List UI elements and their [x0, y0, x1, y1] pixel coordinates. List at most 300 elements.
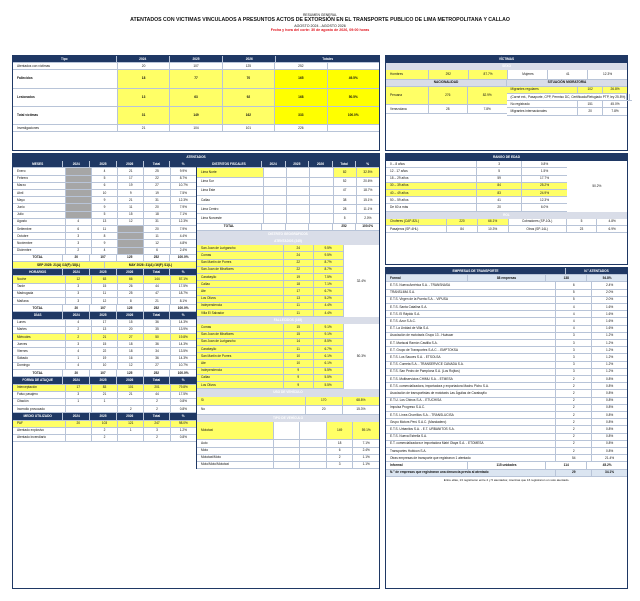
- data-row: [13, 212, 196, 219]
- cell: 1.6%: [592, 304, 627, 311]
- cell: 333: [275, 107, 327, 125]
- vehicle-type-row: [197, 422, 379, 440]
- cell: 13.5%: [171, 348, 196, 355]
- cell: 1.2%: [592, 354, 627, 361]
- cell: 100.0%: [356, 224, 379, 231]
- cell: [66, 406, 92, 413]
- cell: 8.5%: [314, 339, 343, 346]
- cell: 14: [284, 339, 314, 346]
- deaths-by-district-title: FALLECIDOS (165): [197, 317, 379, 324]
- cell: N.° de empresas que registraron una denuncia previa al atentado: [386, 470, 556, 477]
- cell: 5: [334, 214, 357, 223]
- cell: 23: [567, 226, 598, 233]
- data-row: [13, 392, 196, 399]
- district-row: [197, 375, 343, 382]
- cell: 25: [144, 168, 170, 175]
- cell: 9: [284, 375, 314, 382]
- cell: 2024: [117, 56, 170, 63]
- cell: [328, 125, 379, 132]
- cell: 9: [92, 204, 118, 211]
- cell: 20: [144, 226, 170, 233]
- cell: 5.2%: [314, 296, 343, 303]
- age-row: [386, 161, 567, 168]
- company-row: [386, 304, 627, 311]
- cell: 20: [66, 421, 92, 428]
- cell: 2026: [117, 269, 144, 276]
- cell: 7.1%: [314, 281, 343, 288]
- cell: [264, 178, 287, 187]
- cell: 15: [284, 324, 314, 331]
- cell: E.T. Mariscal Ramón Castilla S.A.: [386, 340, 556, 347]
- fiscal-row: [197, 178, 379, 187]
- cell: 31: [144, 197, 170, 204]
- cell: 18: [118, 341, 144, 348]
- companies-panel: [385, 267, 628, 589]
- formal-row: [386, 275, 627, 282]
- district-row: [197, 245, 343, 252]
- cell: Lima Noroeste: [197, 214, 264, 223]
- cell: 5: [556, 297, 592, 304]
- cell: 5.5%: [314, 368, 343, 375]
- cell: 2025: [90, 161, 117, 168]
- cell: 16: [118, 356, 144, 363]
- cell: Informal: [386, 462, 468, 469]
- cell: 47: [144, 291, 170, 298]
- cell: 14.3%: [171, 341, 196, 348]
- district-row: [197, 360, 343, 367]
- cell: 3: [556, 333, 592, 340]
- cell: [287, 187, 310, 196]
- cell: 35: [144, 327, 170, 334]
- cell: Miércoles: [13, 334, 66, 341]
- cell: 18: [144, 212, 170, 219]
- data-row: [13, 291, 196, 298]
- cell: 63: [170, 89, 222, 107]
- cell: 9: [92, 240, 118, 247]
- company-row: [386, 318, 627, 325]
- cell: [66, 212, 92, 219]
- cell: 40 – 49 años: [386, 190, 477, 197]
- cell: Noviembre: [13, 240, 66, 247]
- cell: [300, 448, 327, 455]
- cell: 21: [92, 334, 118, 341]
- cell: %: [170, 413, 196, 420]
- cell: 20: [477, 204, 522, 211]
- cell: 19: [92, 356, 118, 363]
- company-row: [386, 419, 627, 426]
- cell: 103: [92, 421, 118, 428]
- cell: 2024: [63, 413, 90, 420]
- cell: 9.9%: [171, 168, 196, 175]
- cell: 18: [118, 348, 144, 355]
- cell: 30 – 39 años: [386, 183, 477, 190]
- vehicle-use-row: [197, 406, 379, 415]
- data-row: [13, 363, 196, 370]
- cell: 11: [284, 303, 314, 310]
- summary-row: [13, 107, 379, 125]
- cell: 10.7%: [171, 363, 196, 370]
- vehicle-type-row: [197, 440, 379, 447]
- cell: 98.0%: [171, 421, 196, 428]
- section-header: [13, 413, 196, 420]
- company-row: [386, 441, 627, 448]
- cell: 25: [118, 291, 144, 298]
- cell: 22: [284, 267, 314, 274]
- fiscal-row: [197, 205, 379, 214]
- cell: Falso pasajero: [13, 392, 66, 399]
- cell: 18: [118, 70, 170, 88]
- cell: [118, 399, 144, 406]
- district-row: [197, 252, 343, 259]
- cell: [287, 168, 310, 177]
- cell: 21: [118, 392, 144, 399]
- cell: 4: [92, 248, 118, 255]
- vehicle-type-row: [197, 455, 379, 462]
- section-header: [13, 312, 196, 319]
- peak-months-row: [13, 262, 196, 269]
- cell: 12.3%: [171, 219, 196, 226]
- cell: 15.1%: [357, 196, 379, 205]
- company-row: [386, 326, 627, 333]
- cell: 54.8%: [587, 275, 627, 282]
- cell: Mujeres: [508, 70, 548, 79]
- cell: E.T.S. Nueva América S.A. - TRANSNASA: [386, 282, 556, 289]
- cell: 6.0%: [522, 204, 566, 211]
- cell: 82: [334, 168, 357, 177]
- age-row: [386, 176, 567, 183]
- cell: 8.1%: [171, 298, 196, 305]
- company-row: [386, 297, 627, 304]
- cell: 68.8%: [343, 397, 379, 406]
- cell: 3: [144, 428, 170, 435]
- cell: Marzo: [13, 183, 66, 190]
- cell: 18: [284, 281, 314, 288]
- cell: Lima Este: [197, 187, 264, 196]
- cell: Venezolana: [386, 105, 429, 114]
- cell: 19: [118, 183, 144, 190]
- district-row: [197, 296, 343, 303]
- data-row: [13, 327, 196, 334]
- cell: 12: [66, 276, 92, 283]
- cell: 20: [63, 305, 90, 312]
- attacks-by-district-title: ATENTADOS (245): [197, 238, 379, 245]
- cell: 6.9%: [597, 226, 627, 233]
- peak-month-note: MAY 2026: 31(A) /16(F) /11(L): [105, 262, 196, 269]
- cell: Tipo: [13, 56, 117, 63]
- cell: 2: [556, 434, 592, 441]
- cell: 0 – 8 años: [386, 161, 477, 168]
- cell: 18: [327, 440, 354, 447]
- cell: 21: [144, 298, 170, 305]
- cell: [264, 196, 287, 205]
- age-block: [386, 161, 627, 211]
- cell: 100.0%: [170, 370, 196, 377]
- atentados-panel: [12, 153, 380, 589]
- cell: 9.5%: [314, 245, 343, 252]
- cell: 12.3%: [588, 70, 627, 79]
- cell: 2: [92, 428, 118, 435]
- data-row: [13, 334, 196, 341]
- data-row: [13, 233, 196, 240]
- cell: Sábado: [13, 356, 66, 363]
- cell: [274, 440, 301, 447]
- cell: Total: [144, 269, 171, 276]
- cell: 0.8%: [592, 383, 627, 390]
- cell: 18.7%: [171, 291, 196, 298]
- data-row: [13, 348, 196, 355]
- cell: 12: [118, 219, 144, 226]
- cell: [286, 224, 310, 231]
- cell: E.T.S. Virgen de la Puerta S.A. - VIPUSA: [386, 297, 556, 304]
- cell: 1.2%: [592, 369, 627, 376]
- cell: [66, 190, 92, 197]
- data-row: [13, 190, 196, 197]
- cell: 19.8%: [171, 334, 196, 341]
- cell: 36: [144, 356, 170, 363]
- cell: 26.8%: [603, 87, 627, 94]
- cell: 5: [92, 212, 118, 219]
- company-row: [386, 398, 627, 405]
- sexo-title: SEXO: [386, 63, 627, 70]
- cell: 52: [334, 178, 357, 187]
- data-row: [13, 219, 196, 226]
- cell: 12: [92, 298, 118, 305]
- district-row: [197, 310, 343, 317]
- cell: 70: [223, 70, 275, 88]
- cell: 7.9%: [171, 204, 196, 211]
- fiscal-row: [197, 196, 379, 205]
- cell: 170: [306, 397, 343, 406]
- cell: 20: [63, 255, 90, 262]
- cell: 21: [118, 197, 144, 204]
- cell: 2024: [63, 377, 90, 384]
- cell: 15: [92, 284, 118, 291]
- cell: 4.4%: [314, 303, 343, 310]
- data-row: [13, 240, 196, 247]
- cell: [287, 178, 310, 187]
- cell: 125: [117, 370, 144, 377]
- victims-panel: [385, 55, 628, 151]
- cell: [66, 197, 92, 204]
- cell: FORMA DE ATAQUE: [13, 377, 63, 384]
- cell: 0.8%: [592, 434, 627, 441]
- cell: 10.3%: [478, 226, 509, 233]
- cell: E.T. Grupo de Transportes S.A.C. - EMPTOKSA: [386, 347, 556, 354]
- cell: 6: [327, 448, 354, 455]
- cell: 0.8%: [592, 441, 627, 448]
- cell: 2024: [63, 161, 90, 168]
- cell: [66, 435, 92, 442]
- section-header: [13, 161, 196, 168]
- cell: Citación: [13, 399, 66, 406]
- company-row: [386, 448, 627, 455]
- company-row: [386, 347, 627, 354]
- cell: 151: [578, 101, 603, 108]
- cell: 24: [284, 252, 314, 259]
- district-row: [197, 339, 343, 346]
- cell: DÍAS: [13, 312, 63, 319]
- cell: Peruana: [386, 87, 429, 105]
- cell: 15: [118, 320, 144, 327]
- cell: [118, 435, 144, 442]
- cell: 34.1%: [592, 470, 627, 477]
- cell: 8.7%: [314, 260, 343, 267]
- cell: 1.1%: [353, 462, 379, 469]
- cell: 292: [429, 70, 469, 79]
- cell: 9: [118, 190, 144, 197]
- cell: 25.2%: [522, 183, 566, 190]
- fiscal-header: [197, 161, 379, 168]
- migration-row: [507, 87, 628, 94]
- cell: 149: [327, 422, 354, 440]
- cell: 3: [66, 341, 92, 348]
- cell: 0.8%: [171, 406, 196, 413]
- cell: Carabayllo: [197, 274, 284, 281]
- cell: E.T.S. San Pedro de Pamplona S.A. (Los Rojitos): [386, 369, 556, 376]
- victims-title: VÍCTIMAS: [386, 56, 627, 63]
- cell: 226: [275, 125, 327, 132]
- cell: Setiembre: [13, 226, 66, 233]
- geo-title: DISTRITO GEOGRÁFICOS: [197, 231, 379, 238]
- cell: 2024: [63, 269, 90, 276]
- cell: Jueves: [13, 341, 66, 348]
- report-header: [0, 14, 640, 34]
- cell: E.T.S. El Rápido S.A.: [386, 311, 556, 318]
- cell: Independencia: [197, 368, 284, 375]
- data-row: [13, 183, 196, 190]
- cell: Auto: [197, 440, 274, 447]
- cell: San Juan de Miraflores: [197, 267, 284, 274]
- cell: 121: [118, 421, 144, 428]
- cell: 21: [92, 392, 118, 399]
- cell: 66.1%: [478, 219, 509, 226]
- cell: [309, 224, 333, 231]
- company-row: [386, 333, 627, 340]
- cell: 1.2%: [592, 347, 627, 354]
- cell: 2025: [170, 56, 223, 63]
- cell: 149: [170, 107, 222, 125]
- cell: 10: [92, 363, 118, 370]
- cell: 13: [284, 296, 314, 303]
- cell: Migrantes regulares: [507, 87, 579, 94]
- age-row: [386, 197, 567, 204]
- fiscal-row: [197, 168, 379, 177]
- cell: 125: [223, 63, 275, 70]
- cell: 7.1%: [171, 212, 196, 219]
- cell: Choferes (CAP-82L): [386, 219, 447, 226]
- total-row: [13, 255, 196, 262]
- cell: [310, 168, 333, 177]
- cell: 2.0%: [592, 297, 627, 304]
- summary-row: [13, 70, 379, 88]
- cell: HORARIOS: [13, 269, 63, 276]
- cell: %: [170, 161, 196, 168]
- cell: 28: [429, 105, 469, 114]
- cell: 9.5%: [314, 252, 343, 259]
- cell: 11: [284, 310, 314, 317]
- cell: 2: [66, 248, 92, 255]
- cell: Cobradores (SP-10L): [509, 219, 567, 226]
- cell: 2: [556, 398, 592, 405]
- cell: Noche: [13, 276, 66, 283]
- summary-row: [13, 89, 379, 107]
- cell: Total: [144, 377, 171, 384]
- cell: Moto/Moto/Mototaxi: [197, 462, 274, 469]
- cell: 17: [118, 176, 144, 183]
- cell: 41: [477, 197, 522, 204]
- cell: 84: [477, 183, 522, 190]
- cell: 13: [92, 219, 118, 226]
- cell: 2025: [90, 312, 117, 319]
- cell: 11: [92, 226, 118, 233]
- age-row: [386, 183, 567, 190]
- cell: Lima Centro: [197, 205, 264, 214]
- cell: 11: [92, 291, 118, 298]
- cell: 4: [66, 363, 92, 370]
- cell: 0.8%: [592, 448, 627, 455]
- cell: 220: [447, 219, 478, 226]
- total-row: [13, 370, 196, 377]
- cell: 162: [223, 107, 275, 125]
- cell: PAF: [13, 421, 66, 428]
- data-row: [13, 399, 196, 406]
- cell: 31: [118, 107, 170, 125]
- cell: 102: [578, 87, 603, 94]
- cell: 15: [92, 341, 118, 348]
- cell: Comas: [197, 252, 284, 259]
- cell: 100.0%: [170, 305, 196, 312]
- cell: 1.2%: [592, 362, 627, 369]
- informal-row: [386, 462, 627, 469]
- cell: (Carné ext., Pasaporte, CPP, Permiso DC, Certificado/Refugiado PTP, ley 25.8%): [507, 94, 628, 101]
- cell: 4.8%: [171, 240, 196, 247]
- cell: 41: [548, 70, 588, 79]
- cell: 1: [92, 399, 118, 406]
- cell: 1.2%: [592, 333, 627, 340]
- role-title: ROL: [386, 212, 627, 219]
- nationality-row: [386, 87, 507, 105]
- cell: 0.8%: [592, 412, 627, 419]
- cell: TOTAL: [13, 255, 63, 262]
- cell: 83: [477, 190, 522, 197]
- cell: 101: [118, 385, 144, 392]
- cell: Abril: [13, 190, 66, 197]
- cell: [310, 196, 333, 205]
- cell: 101: [223, 125, 275, 132]
- cell: 12.3%: [171, 197, 196, 204]
- vehicle-type-row: [197, 448, 379, 455]
- cell: 144: [144, 276, 170, 283]
- cell: [287, 214, 310, 223]
- cell: 0.8%: [592, 390, 627, 397]
- cell: 3: [66, 392, 92, 399]
- cell: 7.5%: [314, 274, 343, 281]
- vehicle-type-title: TIPO DE VEHÍCULO: [197, 415, 379, 422]
- cell: 2026: [223, 56, 276, 63]
- cell: DISTRITOS FISCALES: [197, 161, 262, 168]
- cell: 100.0%: [328, 107, 379, 125]
- cell: 27: [144, 183, 170, 190]
- cell: MESES: [13, 161, 63, 168]
- cell: 3: [66, 240, 92, 247]
- cell: 4: [66, 219, 92, 226]
- cell: Asociación de mototaxis Grupo 13 - Huáscar: [386, 333, 556, 340]
- cell: Investigaciones: [13, 125, 118, 132]
- migration-row: [507, 108, 628, 115]
- company-row: [386, 376, 627, 383]
- cell: 2: [66, 327, 92, 334]
- cell: 7.5%: [171, 190, 196, 197]
